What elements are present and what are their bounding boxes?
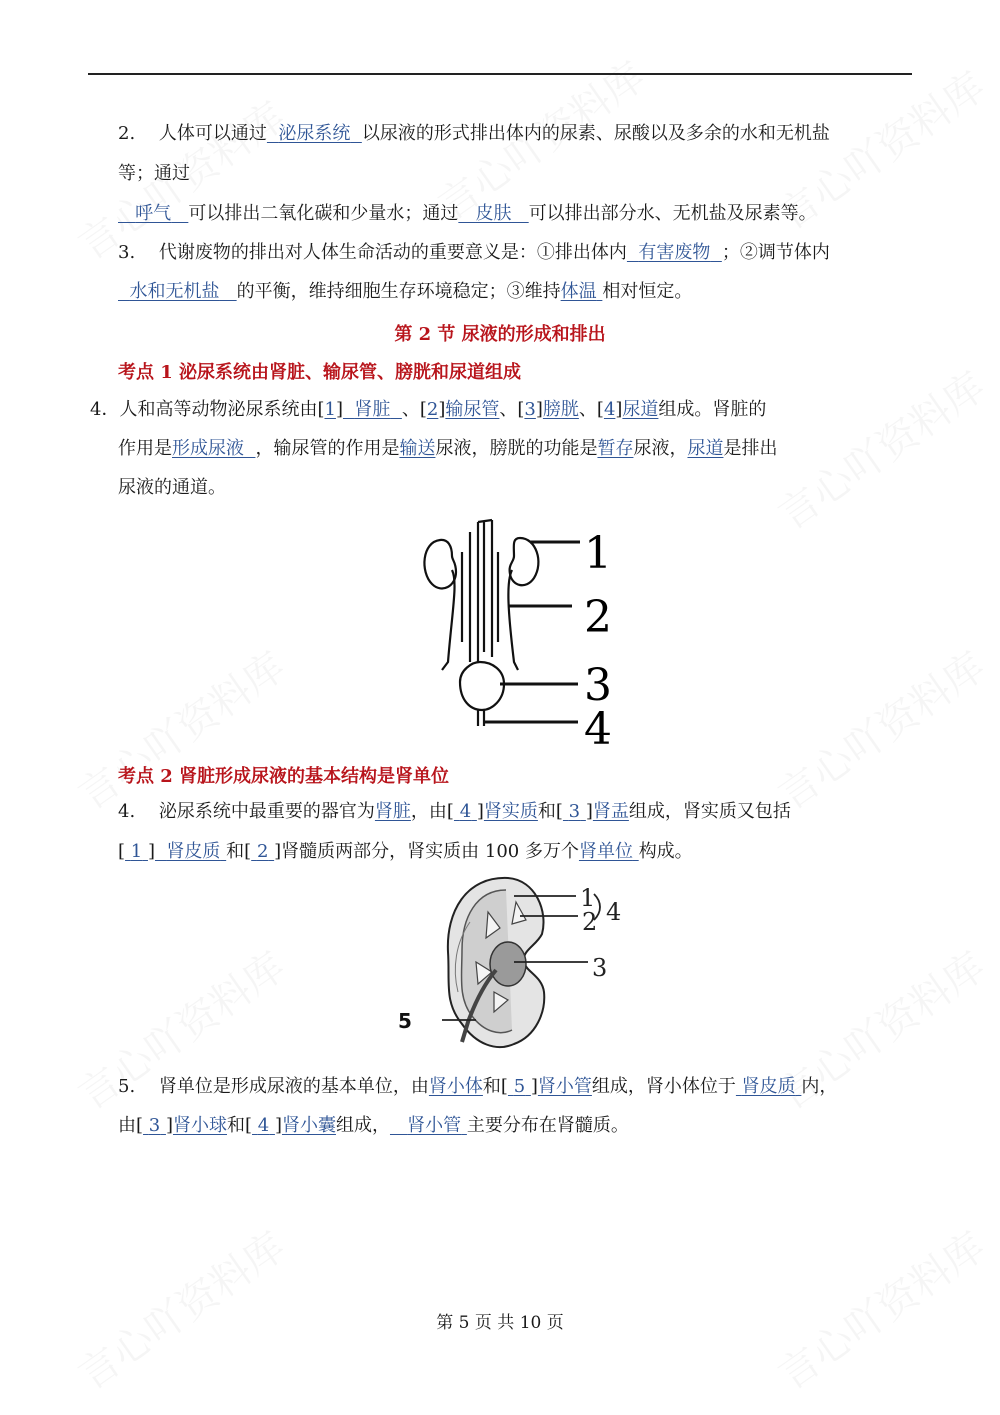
- answer-blank: 肾皮质: [166, 841, 221, 862]
- text: 人和高等动物泌尿系统由[: [119, 399, 325, 420]
- fig1-label-3: 3: [584, 660, 612, 711]
- answer-number: 1: [130, 841, 143, 862]
- text: 以尿液的形式排出体内的尿素、尿酸以及多余的水和无机盐: [361, 123, 830, 144]
- answer-blank: 皮肤: [475, 203, 512, 224]
- text: 相对恒定。: [602, 281, 693, 302]
- text: ]: [615, 399, 623, 420]
- text: 是排出: [723, 438, 778, 459]
- text: 等；通过: [118, 163, 190, 184]
- text: ]: [535, 399, 543, 420]
- text: ，输尿管的作用是: [255, 438, 400, 459]
- text: 泌尿系统中最重要的器官为: [158, 801, 375, 822]
- answer-number: 3: [524, 399, 536, 420]
- answer-blank: 尿道: [622, 399, 659, 420]
- text: 内，: [801, 1076, 838, 1097]
- question-2-line2: [118, 154, 918, 194]
- text: ]: [530, 1076, 538, 1097]
- urinary-system-figure: [412, 512, 622, 748]
- answer-blank: 泌尿系统: [278, 123, 351, 144]
- fig2-label-2: 2: [582, 908, 598, 936]
- answer-blank: 肾小囊: [281, 1115, 336, 1136]
- answer-blank: 输尿管: [445, 399, 500, 420]
- text: 代谢废物的排出对人体生命活动的重要意义是：①排出体内: [158, 242, 627, 263]
- text: ]: [165, 1115, 173, 1136]
- answer-number: 4: [603, 399, 616, 420]
- answer-blank: 肾小体: [428, 1076, 483, 1097]
- question-number: 4.: [118, 801, 136, 822]
- answer-blank: 输送: [399, 438, 436, 459]
- text: 可以排出部分水、无机盐及尿素等。: [528, 203, 817, 224]
- text: 、[: [499, 399, 525, 420]
- text: 组成。肾脏的: [658, 399, 767, 420]
- question-5: [118, 1067, 918, 1107]
- question-4b: [118, 792, 918, 832]
- answer-blank: 肾单位: [578, 841, 633, 862]
- answer-blank: 膀胱: [542, 399, 579, 420]
- kidney-section-figure: [396, 872, 636, 1062]
- text: 和[: [482, 1076, 508, 1097]
- question-4b-line2: [118, 832, 918, 872]
- question-4a-line2: [118, 429, 918, 469]
- answer-number: 2: [256, 841, 269, 862]
- question-number: 2.: [118, 123, 136, 144]
- text: 可以排出二氧化碳和少量水；通过: [188, 203, 459, 224]
- answer-blank: 肾皮质: [741, 1076, 796, 1097]
- text: ]肾髓质两部分，肾实质由 100 多万个: [274, 841, 579, 862]
- answer-blank: 暂存: [597, 438, 634, 459]
- question-4a: [90, 390, 890, 430]
- text: ]: [438, 399, 446, 420]
- answer-blank: 肾小管: [407, 1115, 462, 1136]
- header-rule: [88, 73, 912, 75]
- text: 和[: [226, 841, 252, 862]
- question-4a-line3: [118, 468, 918, 508]
- answer-blank: 肾小球: [172, 1115, 227, 1136]
- text: ]: [147, 841, 155, 862]
- text: 和[: [537, 801, 563, 822]
- text: 肾单位是形成尿液的基本单位，由: [158, 1076, 429, 1097]
- text: 作用是: [118, 438, 172, 459]
- key-point-2: 考点 2 肾脏形成尿液的基本结构是肾单位: [118, 766, 450, 787]
- fig2-label-5: 5: [398, 1009, 412, 1033]
- text: 人体可以通过: [158, 123, 267, 144]
- fig2-label-4: 4: [606, 898, 622, 926]
- question-2: [118, 114, 918, 154]
- answer-number: 3: [148, 1115, 161, 1136]
- fig1-label-4: 4: [584, 704, 612, 748]
- answer-blank: 呼气: [135, 203, 172, 224]
- urinary-system-drawing: [424, 520, 580, 726]
- answer-number: 2: [426, 399, 439, 420]
- text: [: [118, 841, 126, 862]
- text: ]: [274, 1115, 282, 1136]
- text: ]: [476, 801, 484, 822]
- question-3-line2: [118, 272, 918, 312]
- text: ；②调节体内: [721, 242, 830, 263]
- answer-blank: 尿道: [687, 438, 724, 459]
- answer-number: 4: [459, 801, 472, 822]
- question-number: 4．: [90, 399, 120, 420]
- text: 由[: [118, 1115, 144, 1136]
- answer-number: 4: [257, 1115, 270, 1136]
- key-point-1: 考点 1 泌尿系统由肾脏、输尿管、膀胱和尿道组成: [118, 362, 522, 383]
- answer-blank: 肾小管: [537, 1076, 592, 1097]
- text: 组成，: [335, 1115, 390, 1136]
- answer-number: 1: [324, 399, 336, 420]
- fig2-label-3: 3: [592, 954, 608, 982]
- fig2-label-1: 1: [580, 884, 596, 912]
- text: 构成。: [638, 841, 693, 862]
- fig1-label-2: 2: [584, 592, 612, 643]
- text: 组成，肾小体位于: [591, 1076, 736, 1097]
- answer-number: 5: [513, 1076, 526, 1097]
- question-2-line3: [118, 194, 918, 234]
- text: 组成，肾实质又包括: [628, 801, 791, 822]
- question-number: 5.: [118, 1076, 136, 1097]
- text: 、[: [578, 399, 604, 420]
- answer-blank: 形成尿液: [172, 438, 244, 459]
- answer-blank: 肾脏: [354, 399, 391, 420]
- answer-blank: 有害废物: [638, 242, 711, 263]
- text: 尿液的通道。: [118, 477, 226, 498]
- text: ，由[: [410, 801, 454, 822]
- answer-blank: 肾脏: [374, 801, 411, 822]
- text: 、[: [401, 399, 427, 420]
- answer-blank: 肾实质: [483, 801, 538, 822]
- question-3: [118, 233, 918, 273]
- text: 主要分布在肾髓质。: [466, 1115, 629, 1136]
- question-5-line2: [118, 1106, 918, 1146]
- text: 尿液，膀胱的功能是: [435, 438, 598, 459]
- page-footer: 第 5 页 共 10 页: [436, 1313, 564, 1333]
- text: 的平衡，维持细胞生存环境稳定；③维持: [236, 281, 561, 302]
- answer-blank: 水和无机盐: [129, 281, 220, 302]
- question-number: 3.: [118, 242, 136, 263]
- fig1-label-1: 1: [584, 528, 612, 579]
- text: ]: [585, 801, 593, 822]
- text: 尿液，: [633, 438, 688, 459]
- text: 和[: [226, 1115, 253, 1136]
- text: ]: [335, 399, 343, 420]
- answer-blank: 体温: [560, 281, 597, 302]
- answer-number: 3: [568, 801, 581, 822]
- section-title: 第 2 节 尿液的形成和排出: [394, 324, 606, 345]
- answer-blank: 肾盂: [592, 801, 629, 822]
